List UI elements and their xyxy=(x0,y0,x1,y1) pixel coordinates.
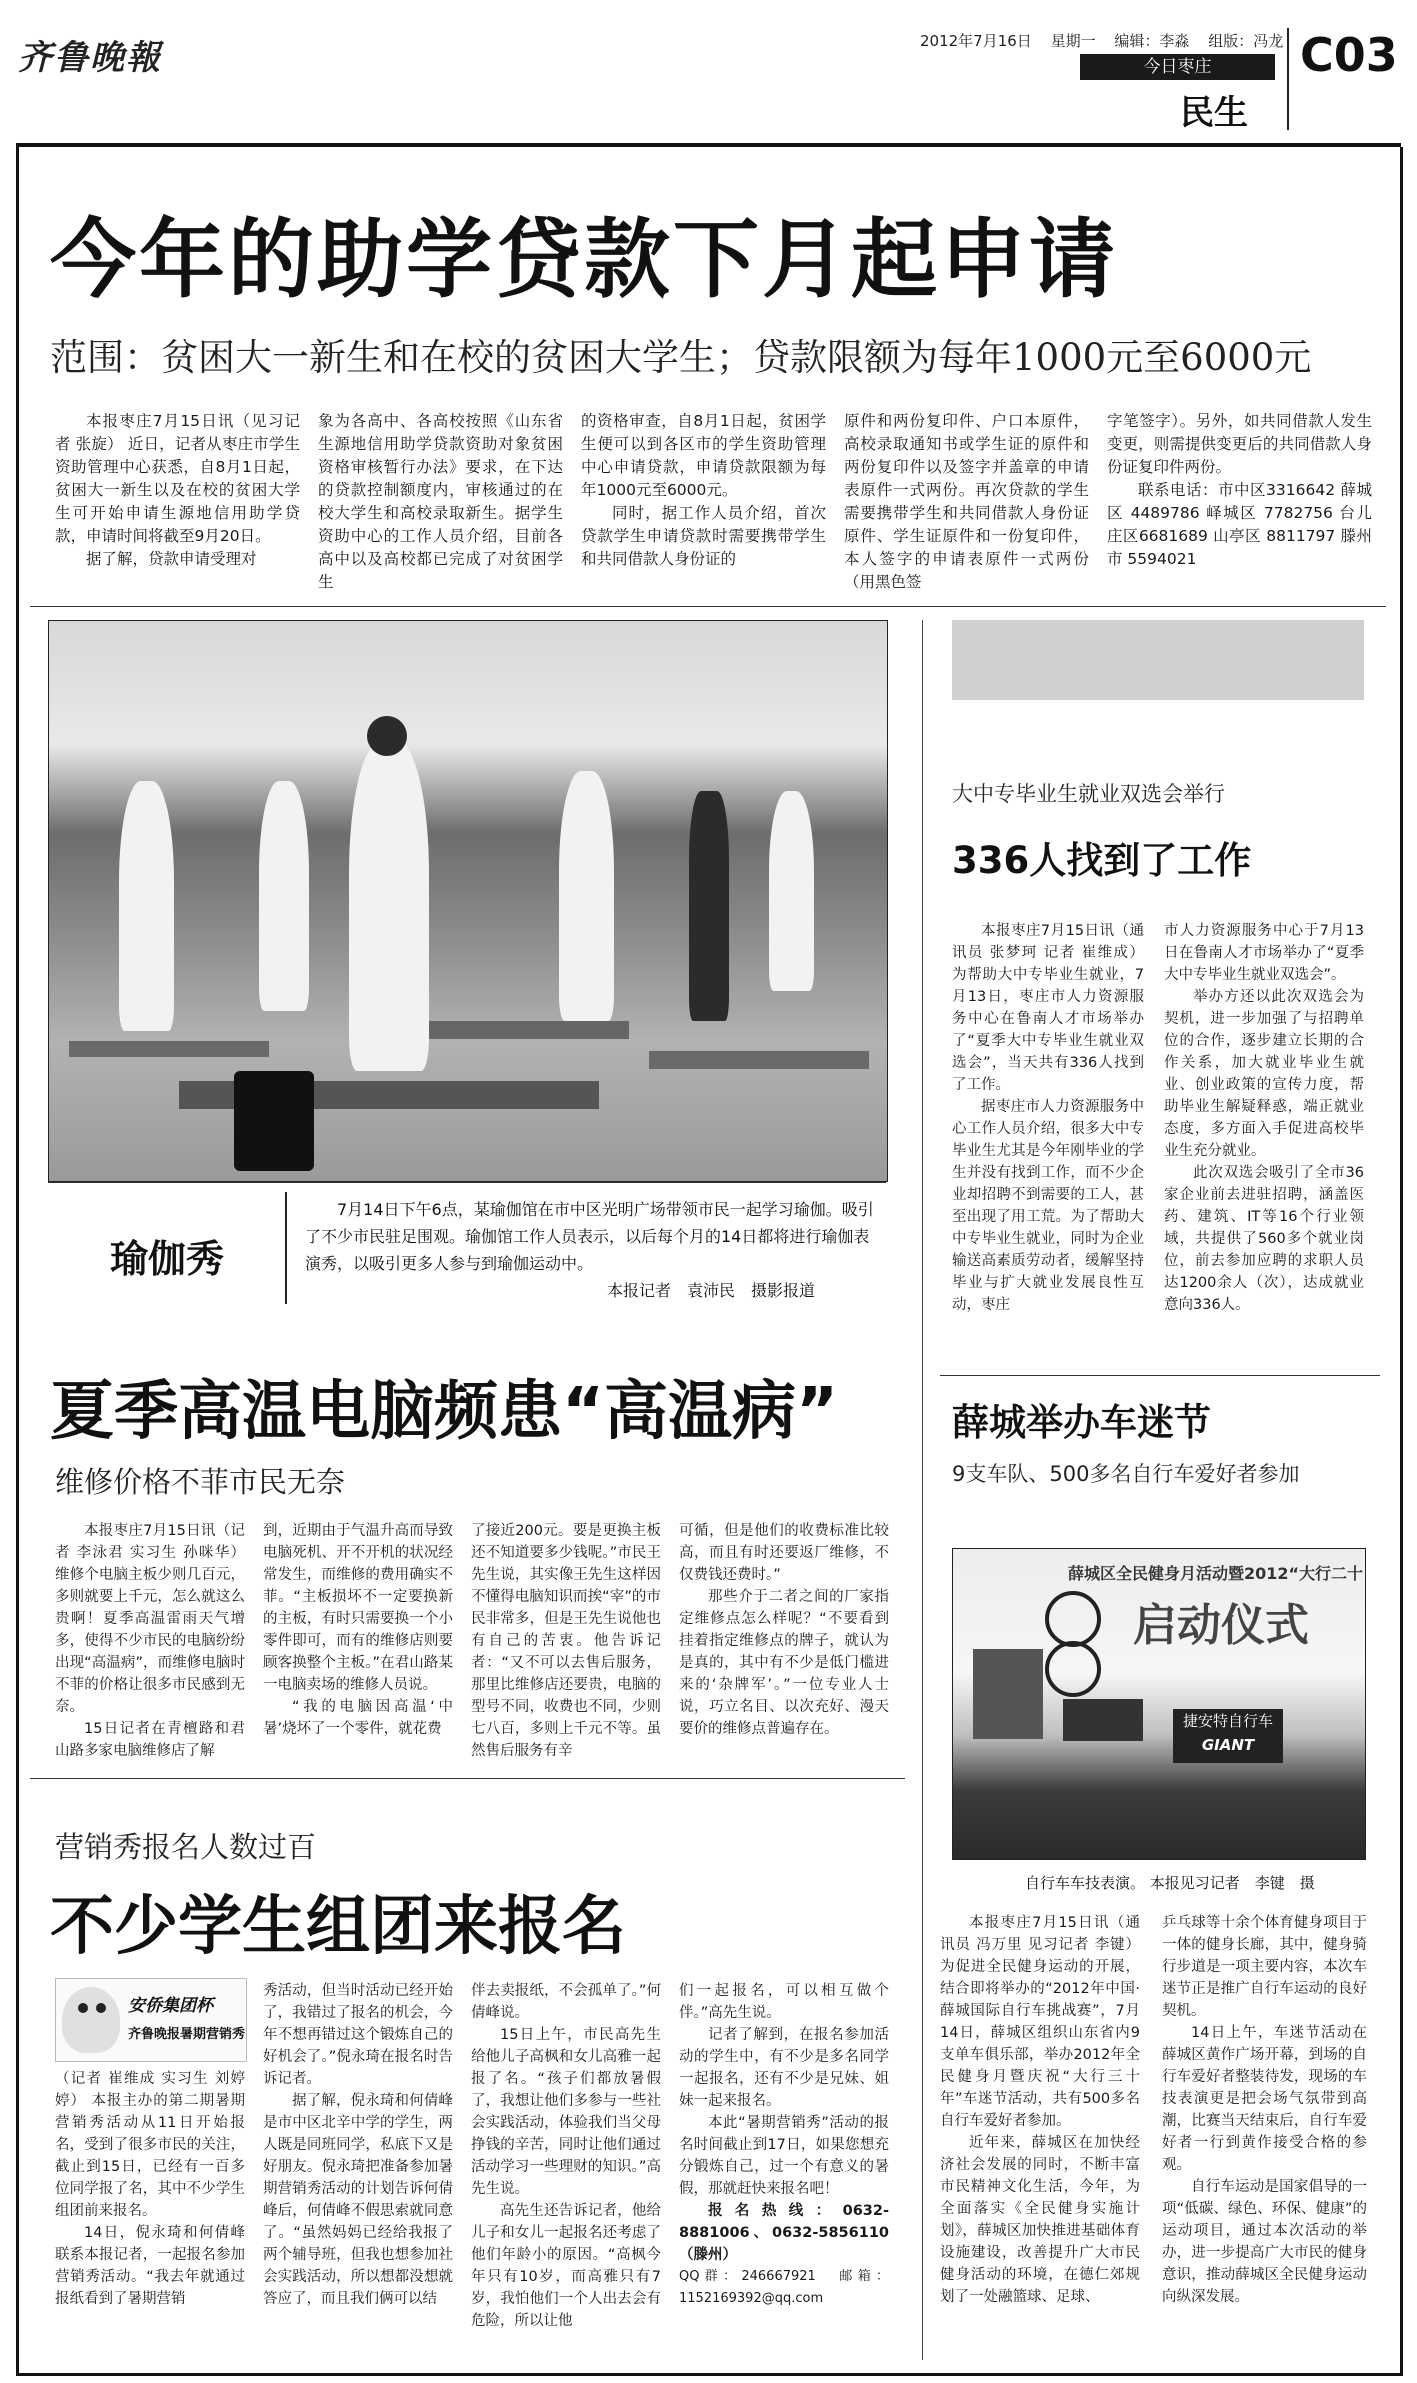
section-title: 民生 xyxy=(1180,93,1248,133)
heat-col-4: 可循，但是他们的收费标准比较高，而且有时还要返厂维修，不仅费钱还费时。” 那些介于二者之间的厂家指定维修点怎么样呢？“不要看到挂着指定维修点的牌子，就认为是真的，其中有不少是低门槛进来的‘杂牌军’。”一位专业人士说，巧立名目、以次充好、漫天要价的维修点普遍存在。 xyxy=(679,1523,889,1737)
speaker-shape xyxy=(234,1071,314,1171)
heat-col-3: 了接近200元。要是更换主板还不知道要多少钱呢。”市民王先生说，其实像王先生这样因不懂得电脑知识而挨“宰”的市民非常多，但是王先生说他也有自己的苦衷。他告诉记者：“又不可以去售后服务，那里比维修店还要贵，电脑的型号不同，收费也不同，少则七八百，多则上千元不等。虽然售后服务有辛 xyxy=(471,1523,661,1759)
yoga-label: 瑜伽秀 xyxy=(110,1237,225,1281)
jobs-bottom-rule xyxy=(940,1375,1380,1376)
qq-email: QQ群：246667921 邮箱：1152169392@qq.com xyxy=(679,2269,889,2306)
hotline: 报名热线：0632-8881006、0632-5856110（滕州） xyxy=(679,2203,889,2263)
bike-caption: 自行车车技表演。 本报见习记者 李键 摄 xyxy=(1025,1874,1315,1892)
jobs-col-1: 本报枣庄7月15日讯（通讯员 张梦珂 记者 崔维成） 为帮助大中专毕业生就业，7月13日，枣庄市人力资源服务中心在鲁南人才市场举办了“夏季大中专毕业生就业双选会”，当天共有336人找到了工作。 据枣庄市人力资源服务中心工作人员介绍，很多大中专毕业生尤其是今年刚毕业的学生并没有找到工作，而不少企业却招聘不到需要的工人，甚至出现了用工荒。为了帮助大中专毕业生就业，同时为企业输送高素质劳动者，缓解坚持毕业与扩大就业发展良性互动，枣庄 xyxy=(952,923,1144,1313)
yoga-photo xyxy=(48,620,888,1182)
jobs-kicker: 大中专毕业生就业双选会举行 xyxy=(952,782,1225,806)
lead-subhead: 范围：贫困大一新生和在校的贫困大学生；贷款限额为每年1000元至6000元 xyxy=(50,336,1312,379)
bike-stand xyxy=(1063,1699,1143,1741)
event-logo xyxy=(55,1978,247,2062)
logo-title: 安侨集团杯 xyxy=(128,1996,213,2016)
grey-block xyxy=(952,620,1364,700)
marketing-col-3: 伴去卖报纸，不会孤单了。”何倩峰说。 15日上午，市民高先生给他儿子高枫和女儿高雅一起报了名。“孩子们都放暑假了，我想让他们多参与一些社会实践活动，体验我们当父母挣钱的辛苦，同时让他们通过活动学习一些理财的知识。”高先生说。 高先生还告诉记者，他给儿子和女儿一起报名还考虑了他们年龄小的原因。“高枫今年只有10岁，而高雅只有7岁，我怕他们一个人出去会有危险，所以让他 xyxy=(471,1983,661,2329)
marketing-col-1: （记者 崔维成 实习生 刘婷婷） 本报主办的第二期暑期营销秀活动从11日开始报名，受到了很多市民的关注，截止到15日，已经有一百多位同学报了名，其中不少学生组团前来报名。 14日，倪永琦和何倩峰联系本报记者，一起报名参加营销秀活动。“我去年就通过报纸看到了暑期营销 xyxy=(55,2071,245,2307)
bike-wheel-bottom xyxy=(1045,1641,1101,1697)
heat-headline: 夏季高温电脑频患“高温病” xyxy=(50,1375,839,1449)
section-bar: 今日枣庄 xyxy=(1080,54,1275,80)
heat-col-1: 本报枣庄7月15日讯（记者 李泳君 实习生 孙咪华） 维修个电脑主板少则几百元，多则就要上千元，怎么就这么贵啊！夏季高温雷雨天气增多，使得不少市民的电脑纷纷出现“高温病”，而维修电脑时不菲的价格让很多市民感到无奈。 15日记者在青檀路和君山路多家电脑维修店了解 xyxy=(55,1523,245,1759)
bike-photo xyxy=(952,1548,1366,1860)
issue-meta xyxy=(920,30,1297,51)
lead-col-1: 本报枣庄7月15日讯（见习记者 张旋） 近日，记者从枣庄市学生资助管理中心获悉，自8月1日起，贫困大一新生以及在校的贫困大学生可开始申请生源地信用助学贷款，申请时间将截至9月20日。 据了解，贷款申请受理对 xyxy=(55,412,300,568)
jobs-headline: 336人找到了工作 xyxy=(952,839,1252,882)
heat-subhead: 维修价格不菲市民无奈 xyxy=(55,1465,346,1499)
lead-col-4: 原件和两份复印件、户口本原件，高校录取通知书或学生证的原件和两份复印件以及签字并盖章的申请表原件一式两份。再次贷款的学生需要携带学生和共同借款人身份证原件、学生证原件和一份复印件，本人签字的申请表原件一式两份（用黑色签 xyxy=(844,412,1089,591)
bike-col-2: 乒乓球等十余个体育健身项目于一体的健身长廊，其中，健身骑行步道是一项主要内容，本次车迷节正是推广自行车运动的良好契机。 14日上午，车迷节活动在薛城区黄作广场开幕，到场的自行车爱好者整装待发，现场的车技表演更是把会场气氛带到高潮，比赛当天结束后，自行车爱好者一行到黄作接受合格的参观。 自行车运动是国家倡导的一项“低碳、绿色、环保、健康”的运动项目，通过本次活动的举办，进一步提高广大市民的健身意识，推动薛城区全民健身运动向纵深发展。 xyxy=(1162,1915,1367,2305)
lead-headline: 今年的助学贷款下月起申请 xyxy=(50,210,1118,310)
bike-board xyxy=(973,1649,1043,1739)
issue-weekday: 星期一 xyxy=(1050,32,1096,50)
bike-wheel-top xyxy=(1045,1591,1101,1647)
giant-sign: 捷安特自行车 GIANT xyxy=(1173,1709,1283,1763)
lead-bottom-rule xyxy=(30,606,1386,607)
column-divider xyxy=(922,620,923,2360)
designer: 组版：冯龙 xyxy=(1208,32,1284,50)
bike-kicker: 9支车队、500多名自行车爱好者参加 xyxy=(952,1462,1300,1486)
yoga-rule xyxy=(48,1182,886,1183)
issue-date: 2012年7月16日 xyxy=(920,32,1032,50)
bike-col-1: 本报枣庄7月15日讯（通讯员 冯万里 见习记者 李键） 为促进全民健身运动的开展，结合即将举办的“2012年中国·薛城国际自行车挑战赛”，7月14日，薛城区组织山东省内9支单车俱乐部，举办2012年全民健身月暨庆祝“大行三十年”车迷节活动，共有500多名自行车爱好者参加。 近年来，薛城区在加快经济社会发展的同时，不断丰富市民精神文化生活，今年，为全面落实《全民健身实施计划》，薛城区加快推进基础体育设施建设，改善提升广大市民健身活动的环境，在德仁郊规划了一处融篮球、足球、 xyxy=(940,1915,1140,2305)
jobs-col-2: 市人力资源服务中心于7月13日在鲁南人才市场举办了“夏季大中专毕业生就业双选会”。 举办方还以此次双选会为契机，进一步加强了与招聘单位的合作，逐步建立长期的合作关系，加大就业毕业生就业、创业政策的宣传力度，帮助毕业生解疑释惑，端正就业态度，多方面入手促进高校毕业生充分就业。 此次双选会吸引了全市36家企业前去进驻招聘，涵盖医药、建筑、IT等16个行业领域，共提供了560多个就业岗位，前去参加应聘的求职人员达1200余人（次），达成就业意向336人。 xyxy=(1164,923,1364,1313)
marketing-col-4: 们一起报名，可以相互做个伴。”高先生说。 记者了解到，在报名参加活动的学生中，有不少是多名同学一起报名，还有不少是兄妹、姐妹一起来报名。 本此“暑期营销秀”活动的报名时间截止到17日，如果您想充分锻炼自己，过一个有意义的暑假，那就赶快来报名吧！ 报名热线：0632-8881006、0632-5856110（滕州） QQ群：246667921 邮箱：1152169392@qq.com xyxy=(679,1980,889,2353)
mascot-icon xyxy=(62,1987,120,2053)
lead-col-3: 的资格审查，自8月1日起，贫困学生便可以到各区市的学生资助管理中心申请贷款，申请贷款限额为每年1000元至6000元。 同时，据工作人员介绍，首次贷款学生申请贷款时需要携带学生和共同借款人身份证的 xyxy=(581,412,826,568)
heat-col-2: 到，近期由于气温升高而导致电脑死机、开不开机的状况经常发生，而维修的费用确实不菲。“主板损坏不一定要换新的主板，有时只需要换一个小零件即可，而有的维修店则要顾客换整个主板。”在君山路某一电脑卖场的维修人员说。 “我的电脑因高温‘中暑’烧坏了一个零件，就花费 xyxy=(263,1523,453,1737)
marketing-col-2: 秀活动，但当时活动已经开始了，我错过了报名的机会，今年不想再错过这个锻炼自己的好机会了。”倪永琦在报名时告诉记者。 据了解，倪永琦和何倩峰是市中区北辛中学的学生，两人既是同班同学，私底下又是好朋友。倪永琦把准备参加暑期营销秀活动的计划告诉何倩峰后，何倩峰不假思索就同意了。“虽然妈妈已经给我报了两个辅导班，但我也想参加社会实践活动，所以想都没想就答应了，而且我们俩可以结 xyxy=(263,1983,453,2307)
yoga-caption-divider xyxy=(285,1192,287,1304)
header-divider xyxy=(1287,28,1289,130)
editor: 编辑：李淼 xyxy=(1114,32,1190,50)
bike-banner: 薛城区全民健身月活动暨2012“大行二十 xyxy=(1068,1564,1364,1583)
bike-headline: 薛城举办车迷节 xyxy=(952,1401,1211,1444)
bike-banner-2: 启动仪式 xyxy=(1133,1600,1309,1651)
logo-subtitle: 齐鲁晚报暑期营销秀 xyxy=(128,2027,246,2042)
yoga-credit: 本报记者 袁沛民 摄影报道 xyxy=(606,1281,815,1300)
lead-col-2: 象为各高中、各高校按照《山东省生源地信用助学贷款资助对象贫困资格审核暂行办法》要求，在下达的贷款控制额度内，审核通过的在校大学生和高校录取新生。据学生资助中心的工作人员介绍，目前各高中以及高校都已完成了对贫困学生 xyxy=(318,412,563,591)
marketing-kicker: 营销秀报名人数过百 xyxy=(55,1830,317,1864)
page-number: C03 xyxy=(1300,28,1398,82)
masthead: 齐鲁晚報 xyxy=(18,38,162,78)
marketing-headline: 不少学生组团来报名 xyxy=(50,1890,626,1964)
yoga-caption: 7月14日下午6点，某瑜伽馆在市中区光明广场带领市民一起学习瑜伽。吸引了不少市民驻足围观。瑜伽馆工作人员表示，以后每个月的14日都将进行瑜伽表演秀，以吸引更多人参与到瑜伽运动中。 本报记者 袁沛民 摄影报道 xyxy=(305,1196,875,1304)
heat-bottom-rule xyxy=(30,1778,905,1779)
mascot-eye-icon xyxy=(78,2003,88,2013)
mascot-eye-icon-2 xyxy=(96,2003,106,2013)
lead-col-5: 字笔签字）。另外，如共同借款人发生变更，则需提供变更后的共同借款人身份证复印件两份。 联系电话：市中区3316642 薛城区 4489786 峄城区 7782756 台儿庄区6681689 山亭区 8811797 滕州市 5594021 xyxy=(1107,412,1372,568)
